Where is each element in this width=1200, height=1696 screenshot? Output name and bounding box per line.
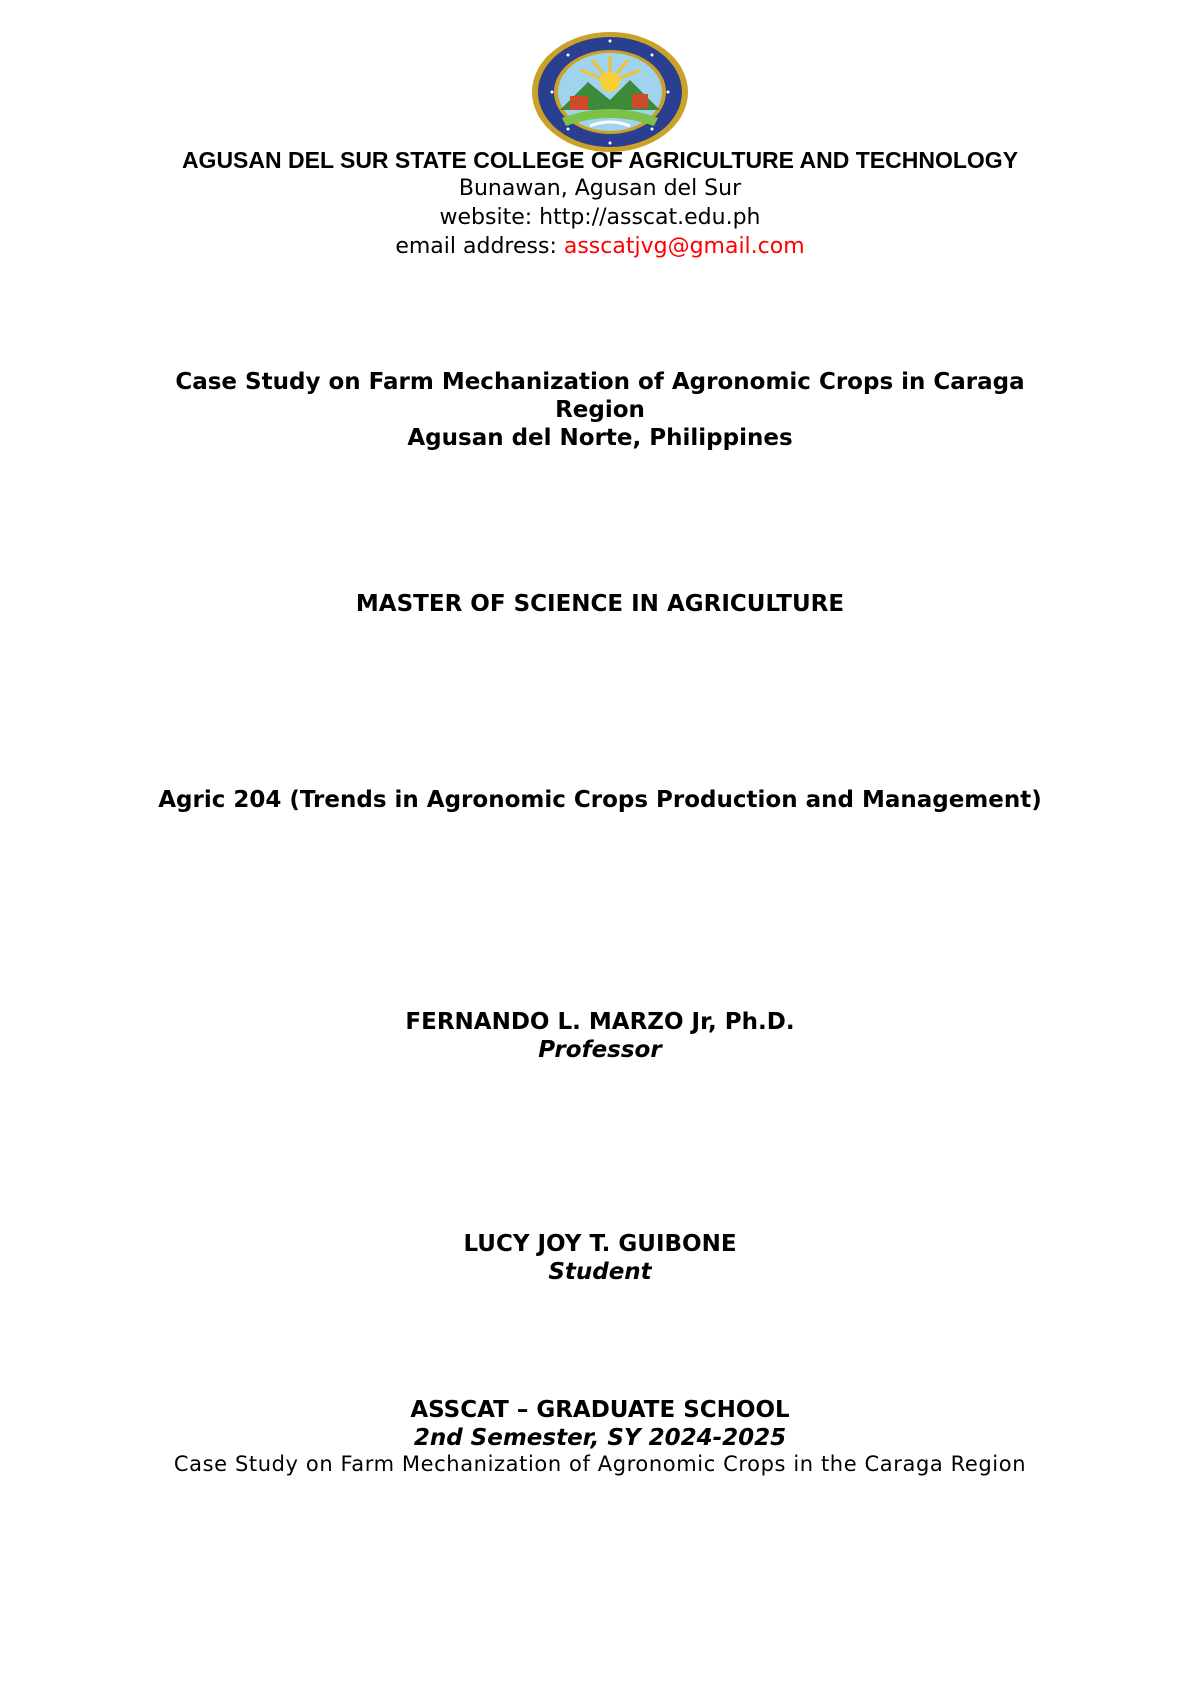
course-block: [150, 786, 1050, 814]
professor-role: Professor: [538, 1037, 662, 1063]
institution-email-line: [150, 232, 1050, 261]
institution-header: [150, 146, 1050, 261]
footer-block: [150, 1396, 1050, 1477]
student-name: LUCY JOY T. GUIBONE: [463, 1231, 737, 1257]
email-label: email address:: [395, 234, 564, 259]
professor-name: FERNANDO L. MARZO Jr, Ph.D.: [405, 1009, 795, 1035]
institution-location: Bunawan, Agusan del Sur: [458, 176, 742, 201]
course-name: Agric 204 (Trends in Agronomic Crops Production and Management): [158, 787, 1042, 813]
student-block: [150, 1230, 1050, 1286]
footer-semester: 2nd Semester, SY 2024-2025: [413, 1425, 787, 1451]
document-title-block: [150, 368, 1050, 452]
institution-website: website: http://asscat.edu.ph: [439, 205, 761, 230]
document-place: Agusan del Norte, Philippines: [407, 425, 793, 451]
professor-block: [150, 1008, 1050, 1064]
student-role: Student: [548, 1259, 652, 1285]
email-link[interactable]: asscatjvg@gmail.com: [563, 234, 805, 259]
document-title: Case Study on Farm Mechanization of Agronomic Crops in Caraga Region: [175, 369, 1025, 423]
institution-name: AGUSAN DEL SUR STATE COLLEGE OF AGRICULTURE AND TECHNOLOGY: [181, 147, 1019, 173]
footer-school: ASSCAT – GRADUATE SCHOOL: [410, 1397, 790, 1423]
footer-subtitle: Case Study on Farm Mechanization of Agronomic Crops in the Caraga Region: [173, 1452, 1027, 1476]
program-name: MASTER OF SCIENCE IN AGRICULTURE: [355, 591, 845, 617]
program-block: [150, 590, 1050, 618]
college-seal-logo: [530, 30, 690, 154]
